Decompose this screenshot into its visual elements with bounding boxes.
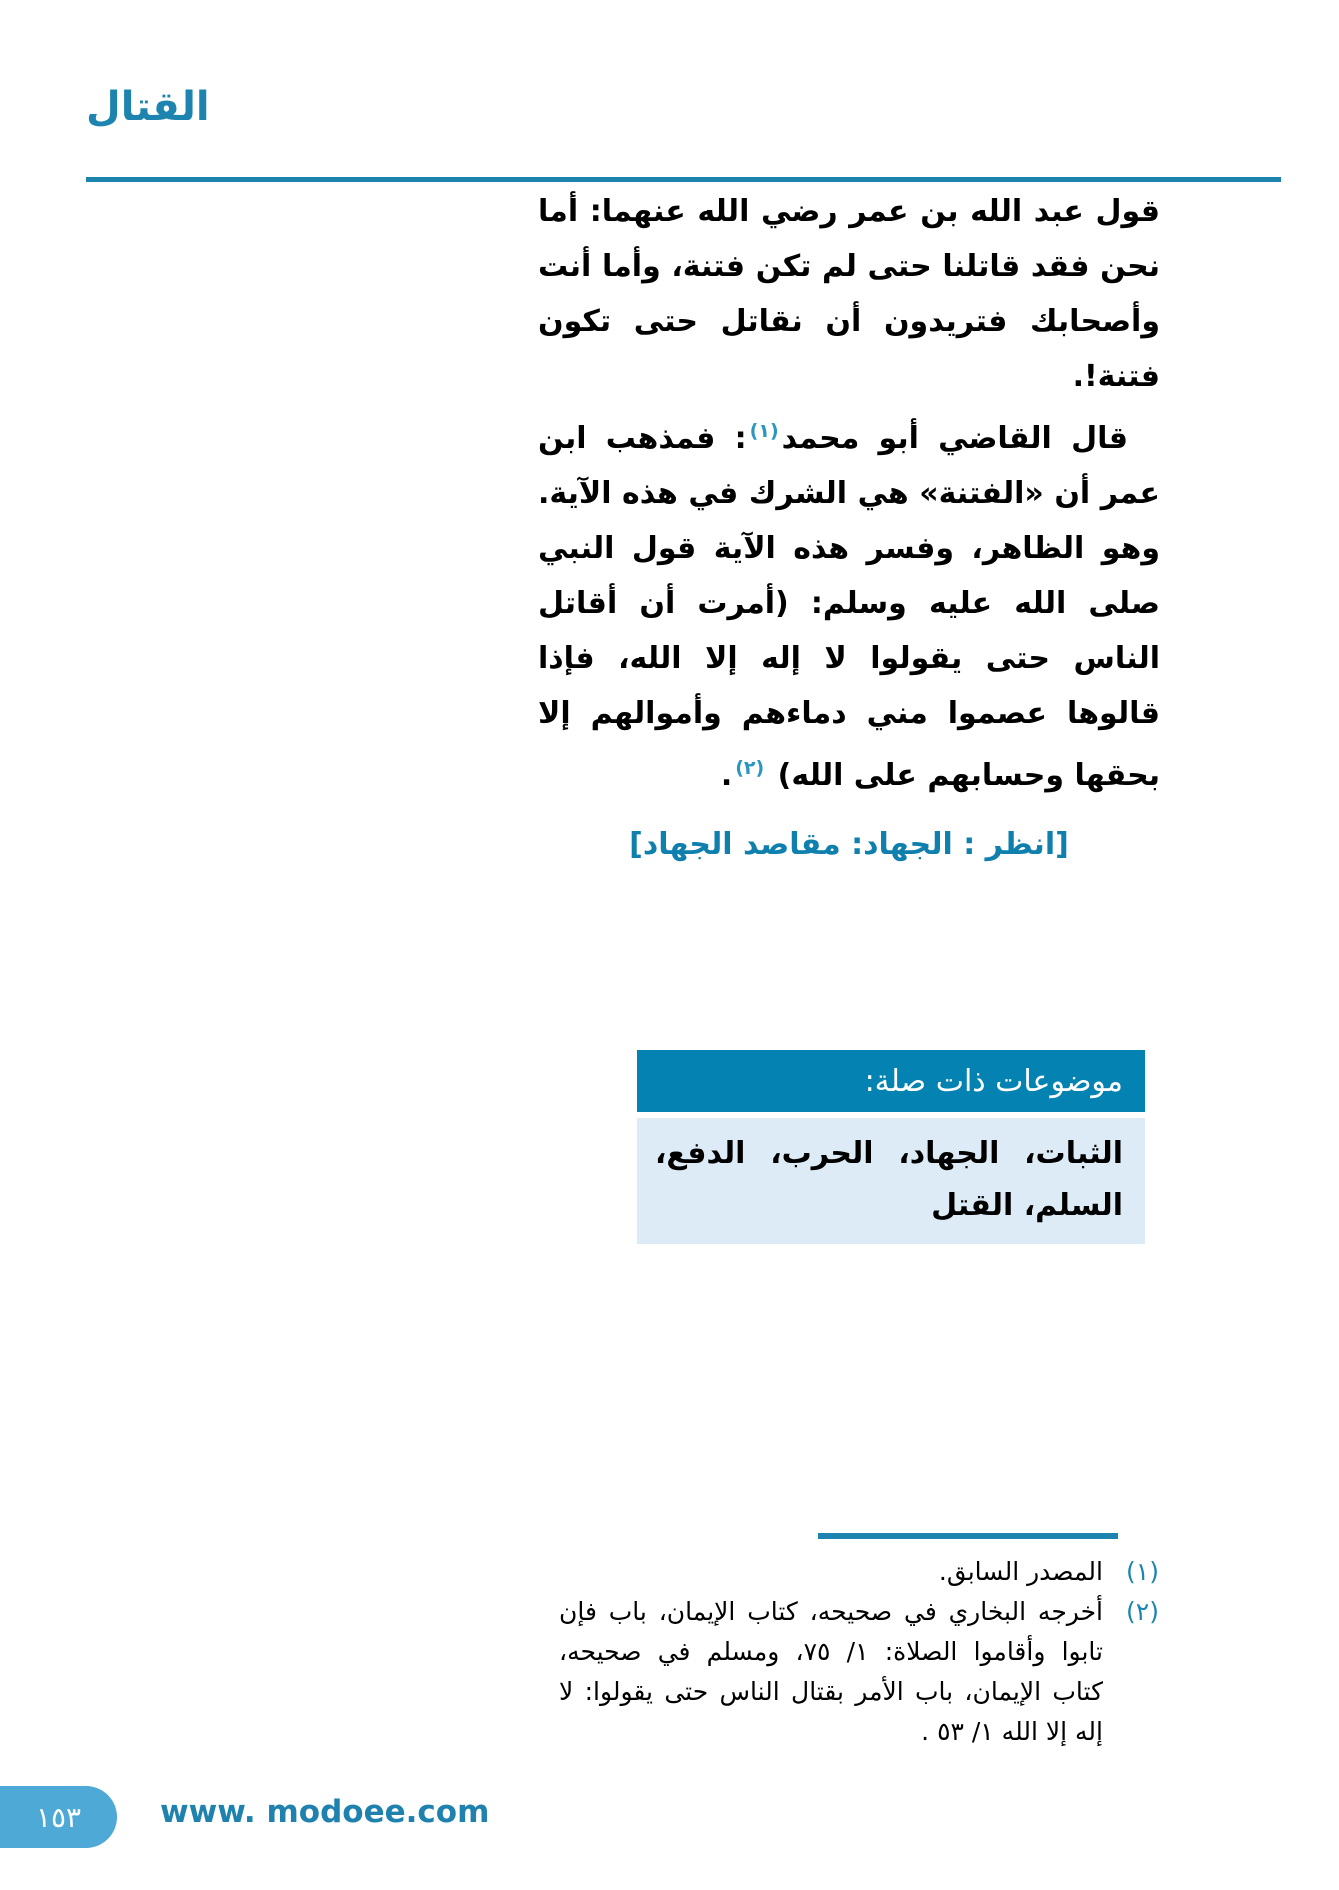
main-text (538, 184, 1160, 872)
footnote-number: (٢) (1126, 1597, 1159, 1626)
related-topics-box (637, 1050, 1145, 1244)
footnote-marker-1: (١) (749, 420, 779, 442)
website-url: www. modoee.com (160, 1794, 490, 1830)
paragraph-quote (538, 184, 1160, 404)
footnote-number: (١) (1126, 1557, 1159, 1586)
footnote-text: المصدر السابق. (938, 1557, 1103, 1586)
footnotes-section (559, 1552, 1159, 1752)
related-topics-list: الثبات، الجهاد، الحرب، الدفع، السلم، القتل (637, 1118, 1145, 1244)
title-divider (86, 177, 1281, 182)
footnote-item (559, 1552, 1159, 1592)
paragraph-commentary (538, 404, 1160, 803)
footnote-item (559, 1592, 1159, 1752)
page-title: القتال (86, 84, 210, 130)
paragraph-text: . (720, 758, 733, 793)
page-number-tab (0, 1786, 117, 1848)
paragraph-text: قال القاضي أبو محمد (781, 421, 1129, 456)
paragraph-text: قول عبد الله بن عمر رضي الله عنهما: أما نحن فقد قاتلنا حتى لم تكن فتنة، وأما أنت وأصحابك فتريدون أن نقاتل حتى تكون فتنة!. (538, 194, 1160, 394)
footnote-divider (818, 1533, 1118, 1539)
see-also-reference: [انظر : الجهاد: مقاصد الجهاد] (629, 827, 1069, 862)
footnote-marker-2: (٢) (735, 757, 765, 779)
page-number: ١٥٣ (35, 1800, 82, 1834)
paragraph-text: : فمذهب ابن عمر أن «الفتنة» هي الشرك في هذه الآية. وهو الظاهر، وفسر هذه الآية قول النبي صلى الله عليه وسلم: (أمرت أن أقاتل الناس حتى يقولوا لا إله إلا الله، فإذا قالوها عصموا مني دماءهم وأموالهم إلا بحقها وحسابهم على الله) (538, 421, 1160, 793)
footnote-text: أخرجه البخاري في صحيحه، كتاب الإيمان، باب فإن تابوا وأقاموا الصلاة: ١/ ٧٥، ومسلم في صحيحه، كتاب الإيمان، باب الأمر بقتال الناس حتى يقولوا: لا إله إلا الله ١/ ٥٣ . (559, 1597, 1103, 1746)
related-topics-header: موضوعات ذات صلة: (637, 1050, 1145, 1112)
